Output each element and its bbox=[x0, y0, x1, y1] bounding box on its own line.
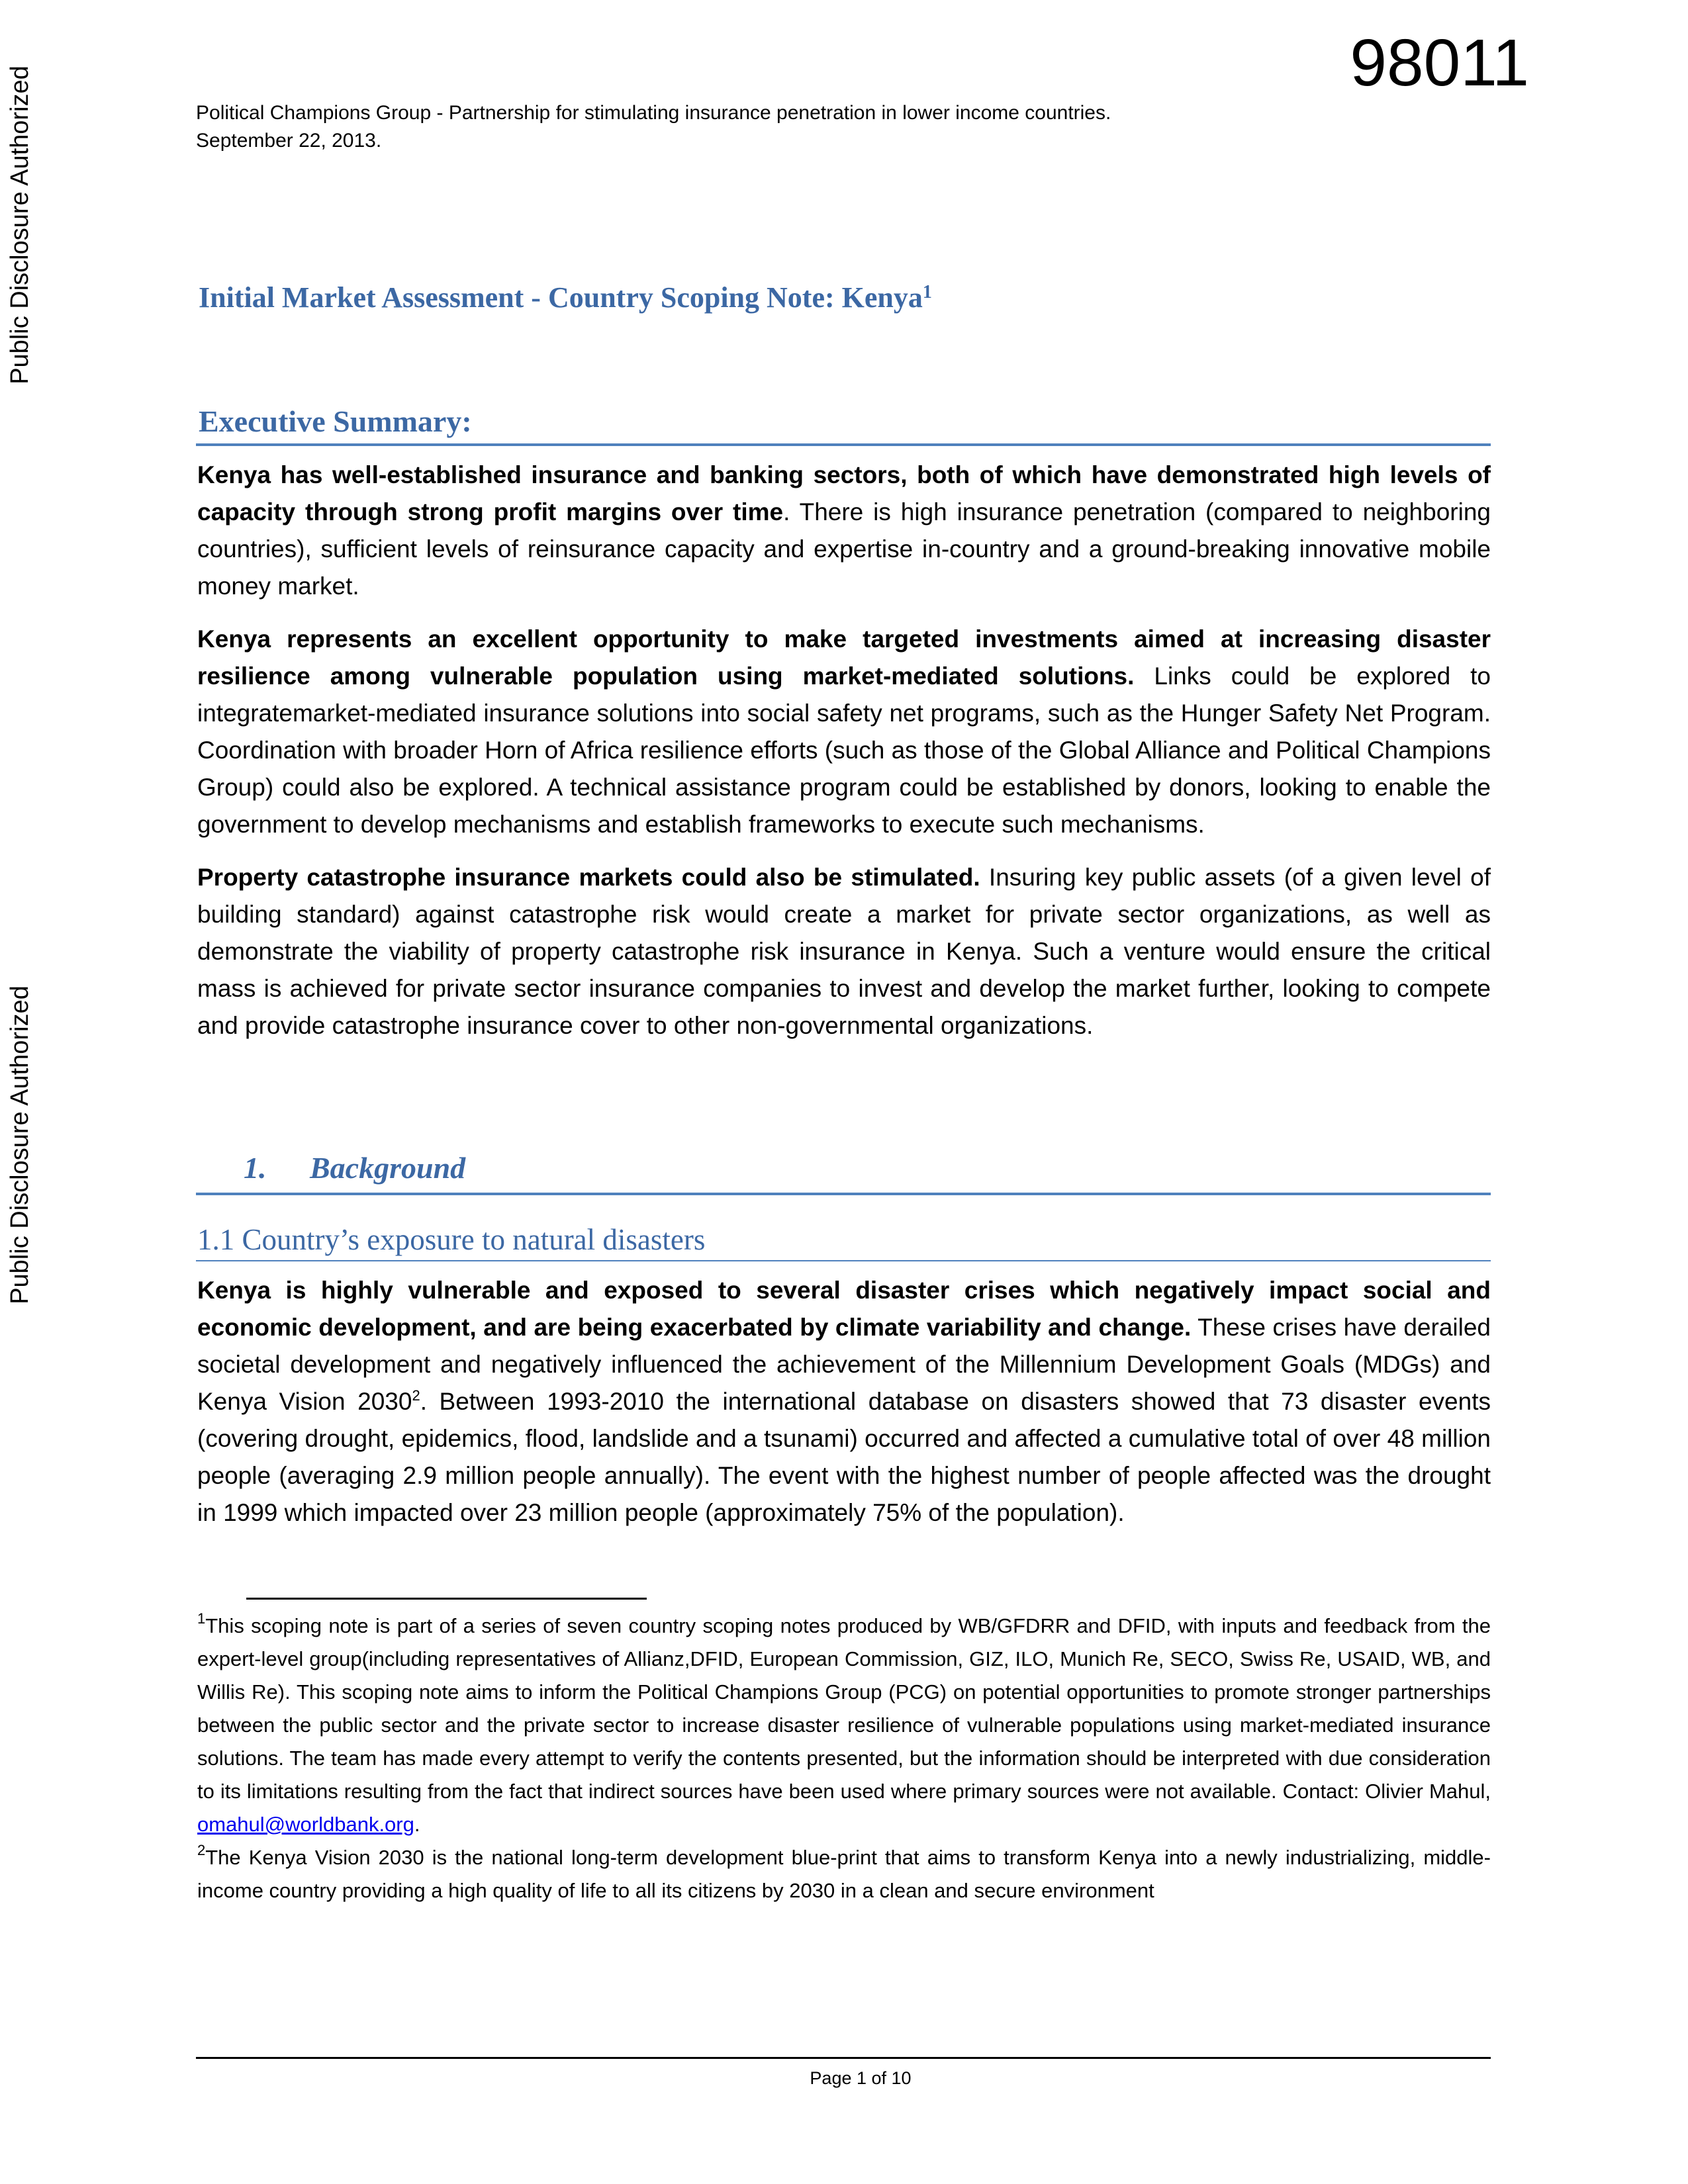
exec-paragraph-3 bbox=[197, 859, 1491, 1044]
footnotes bbox=[197, 1610, 1491, 1907]
disclosure-stamp-top: Public Disclosure Authorized bbox=[6, 66, 34, 385]
executive-summary-heading: Executive Summary: bbox=[199, 404, 472, 438]
background-number: 1. bbox=[244, 1151, 267, 1185]
footer-rule bbox=[196, 2057, 1491, 2059]
background-heading-text: Background bbox=[310, 1151, 466, 1185]
exec-paragraph-1-lead: Kenya has well-established insurance and banking sectors, both of which have demonstrated high levels of capacity through strong profit margins over time bbox=[197, 461, 1491, 525]
page-number: Page 1 of 10 bbox=[810, 2068, 912, 2088]
contact-email-link[interactable]: omahul@worldbank.org bbox=[197, 1813, 414, 1836]
background-body bbox=[197, 1272, 1491, 1531]
disclosure-stamp-bottom: Public Disclosure Authorized bbox=[6, 985, 34, 1304]
background-paragraph-1-text-b: . Between 1993-2010 the international database on disasters showed that 73 disaster events (covering drought, epidemics, flood, landslide and a tsunami) occurred and affected a cumulative total of over 48 million people (averaging 2.9 million people annually). The event with the highest number of people affected was the drought in 1999 which impacted over 23 million people (approximately 75% of the population). bbox=[197, 1388, 1491, 1526]
exec-paragraph-2-text: Links could be explored to integratemarket-mediated insurance solutions into social safety net programs, such as the Hunger Safety Net Program. Coordination with broader Horn of Africa resilience efforts (such as those of the Global Alliance and Political Champions Group) could also be explored. A technical assistance program could be established by donors, looking to enable the government to develop mechanisms and establish frameworks to execute such mechanisms. bbox=[197, 662, 1491, 838]
background-paragraph-1-text-a: These crises have derailed societal development and negatively influenced the achievement of the Millennium Development Goals (MDGs) and Kenya Vision 2030 bbox=[197, 1314, 1491, 1415]
exec-paragraph-3-text: Insuring key public assets (of a given level of building standard) against catastrophe risk would create a market for private sector organizations, as well as demonstrate the viability of property catastrophe risk insurance in Kenya. Such a venture would ensure the critical mass is achieved for private sector insurance companies to invest and develop the market further, looking to compete and provide catastrophe insurance cover to other non-governmental organizations. bbox=[197, 864, 1491, 1039]
exec-paragraph-1-text: . There is high insurance penetration (compared to neighboring countries), sufficient levels of reinsurance capacity and expertise in-country and a ground-breaking innovative mobile money market. bbox=[197, 498, 1491, 600]
footnote-1-marker: 1 bbox=[197, 1610, 206, 1627]
exposure-subheading: 1.1 Country’s exposure to natural disasters bbox=[197, 1223, 706, 1256]
exec-paragraph-2 bbox=[197, 621, 1491, 843]
background-heading bbox=[244, 1148, 1435, 1189]
footnote-ref-1[interactable]: 1 bbox=[922, 282, 932, 302]
header-line-1: Political Champions Group - Partnership for stimulating insurance penetration in lower income countries. bbox=[196, 102, 1111, 124]
footnote-ref-2[interactable]: 2 bbox=[412, 1387, 420, 1404]
document-number: 98011 bbox=[1350, 26, 1529, 100]
executive-summary-body bbox=[197, 457, 1491, 1060]
exec-paragraph-3-lead: Property catastrophe insurance markets could also be stimulated. bbox=[197, 864, 980, 891]
exposure-subheading-rule bbox=[196, 1260, 1491, 1261]
document-title-text: Initial Market Assessment - Country Scoping Note: Kenya bbox=[199, 281, 923, 314]
background-rule bbox=[196, 1193, 1491, 1195]
footnote-2-text: The Kenya Vision 2030 is the national long-term development blue-print that aims to transform Kenya into a newly industrializing, middle-income country providing a high quality of life to all its citizens by 2030 in a clean and secure environment bbox=[197, 1846, 1491, 1902]
header-note bbox=[196, 99, 1454, 155]
background-paragraph-1-lead: Kenya is highly vulnerable and exposed to several disaster crises which negatively impact social and economic development, and are being exacerbated by climate variability and change. bbox=[197, 1277, 1491, 1341]
footnote-1 bbox=[197, 1610, 1491, 1841]
footnote-1-end: . bbox=[414, 1813, 420, 1836]
footnote-separator bbox=[246, 1598, 647, 1600]
executive-summary-rule bbox=[196, 443, 1491, 446]
footnote-1-text: This scoping note is part of a series of seven country scoping notes produced by WB/GFDRR and DFID, with inputs and feedback from the expert-level group(including representatives of Allianz,DFID, European Commission, GIZ, ILO, Munich Re, SECO, Swiss Re, USAID, WB, and Willis Re). This scoping note aims to inform the Political Champions Group (PCG) on potential opportunities to promote stronger partnerships between the public sector and the private sector to increase disaster resilience of vulnerable populations using market-mediated insurance solutions. The team has made every attempt to verify the contents presented, but the information should be interpreted with due consideration to its limitations resulting from the fact that indirect sources have been used where primary sources were not available. Contact: Olivier Mahul, bbox=[197, 1614, 1491, 1803]
exec-paragraph-1 bbox=[197, 457, 1491, 605]
footnote-2 bbox=[197, 1841, 1491, 1907]
footnote-2-marker: 2 bbox=[197, 1842, 206, 1858]
exec-paragraph-2-lead: Kenya represents an excellent opportunity to make targeted investments aimed at increasing disaster resilience among vulnerable population using market-mediated solutions. bbox=[197, 625, 1491, 690]
background-paragraph-1 bbox=[197, 1272, 1491, 1531]
header-line-2: September 22, 2013. bbox=[196, 130, 382, 152]
document-title bbox=[199, 278, 1489, 318]
